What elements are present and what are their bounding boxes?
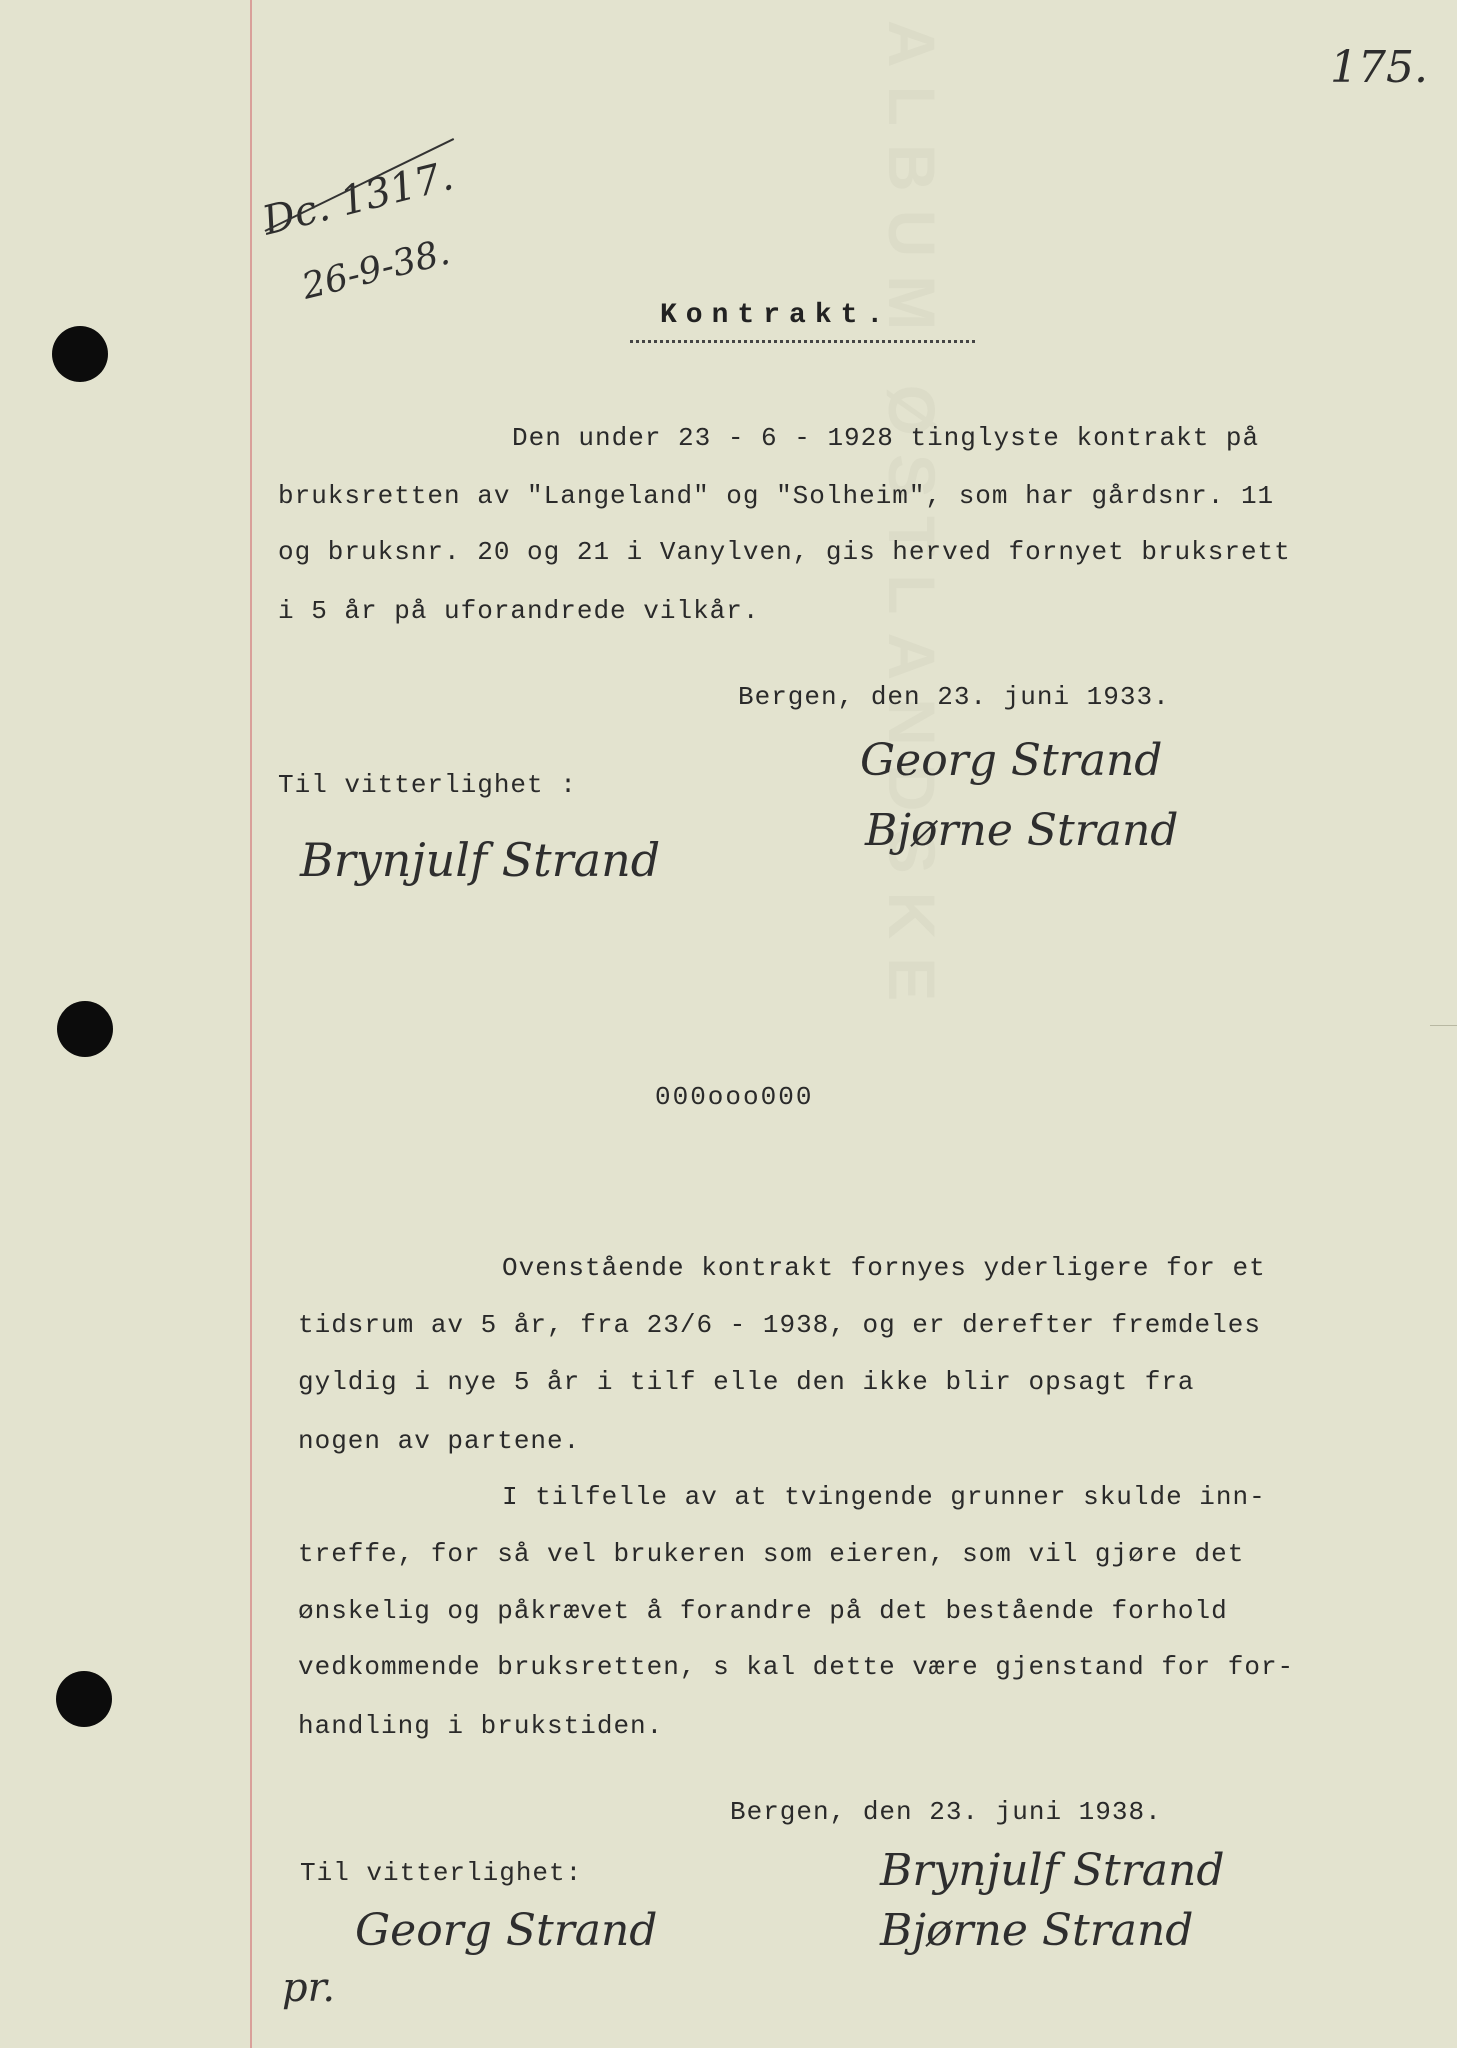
place-date: Bergen, den 23. juni 1933. (738, 682, 1170, 712)
reference-number: Dc. 1317. (258, 152, 458, 245)
signature: Bjørne Strand (865, 805, 1179, 856)
margin-rule (250, 0, 252, 2048)
page-number: 175. (1330, 42, 1428, 93)
binder-hole (57, 1001, 113, 1057)
witness-signature: Georg Strand (355, 1905, 658, 1956)
body-line: vedkommende bruksretten, s kal dette være gjenstand for for- (298, 1652, 1295, 1682)
body-line: ønskelig og påkrævet å forandre på det bestående forhold (298, 1596, 1228, 1626)
body-line: Ovenstående kontrakt fornyes yderligere for et (502, 1253, 1266, 1283)
signature: Georg Strand (860, 735, 1163, 786)
document-title: Kontrakt. (660, 300, 893, 331)
binder-hole (56, 1671, 112, 1727)
witness-signature: Brynjulf Strand (300, 833, 661, 887)
witness-label: Til vitterlighet: (300, 1858, 583, 1888)
body-line: handling i brukstiden. (298, 1711, 664, 1741)
body-line: i 5 år på uforandrede vilkår. (278, 596, 760, 626)
fold-line (1430, 1025, 1457, 1026)
signature: Bjørne Strand (880, 1905, 1194, 1956)
body-line: I tilfelle av at tvingende grunner skulde inn- (502, 1482, 1266, 1512)
witness-label: Til vitterlighet : (278, 770, 577, 800)
signature: Brynjulf Strand (880, 1845, 1225, 1896)
watermark: ALBUM ØSTLANDSKE (875, 20, 949, 1020)
section-separator: 000ooo000 (655, 1082, 814, 1112)
body-line: nogen av partene. (298, 1426, 581, 1456)
body-line: og bruksnr. 20 og 21 i Vanylven, gis herved fornyet bruksrett (278, 537, 1291, 567)
body-line: treffe, for så vel brukeren som eieren, som vil gjøre det (298, 1539, 1245, 1569)
binder-hole (52, 326, 108, 382)
body-line: Den under 23 - 6 - 1928 tinglyste kontrakt på (512, 423, 1260, 453)
title-underline (630, 340, 975, 343)
place-date: Bergen, den 23. juni 1938. (730, 1797, 1162, 1827)
reference-date: 26-9-38. (298, 231, 454, 308)
witness-note: pr. (282, 1965, 336, 2011)
body-line: bruksretten av "Langeland" og "Solheim", som har gårdsnr. 11 (278, 481, 1275, 511)
body-line: tidsrum av 5 år, fra 23/6 - 1938, og er derefter fremdeles (298, 1310, 1261, 1340)
body-line: gyldig i nye 5 år i tilf elle den ikke blir opsagt fra (298, 1367, 1195, 1397)
